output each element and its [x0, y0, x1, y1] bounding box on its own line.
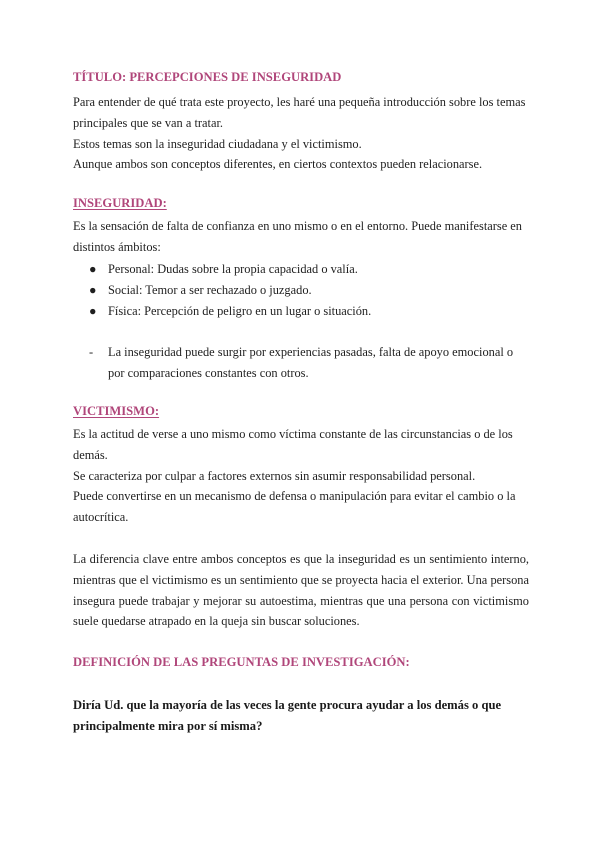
bullet-icon: ●	[89, 303, 97, 318]
victimismo-paragraph-3: Puede convertirse en un mecanismo de defensa o manipulación para evitar el cambio o la autocrítica.	[73, 489, 516, 525]
research-question-1: Diría Ud. que la mayoría de las veces la gente procura ayudar a los demás o que principalmente mira por sí misma?	[73, 698, 502, 733]
intro-section	[73, 92, 529, 175]
dash-marker: -	[89, 345, 94, 359]
intro-paragraph-3: Aunque ambos son conceptos diferentes, en ciertos contextos pueden relacionarse.	[73, 157, 483, 172]
intro-paragraph-2: Estos temas son la inseguridad ciudadana y el victimismo.	[73, 136, 362, 151]
bullet-icon: ●	[89, 282, 97, 297]
inseguridad-heading: INSEGURIDAD:	[73, 196, 167, 210]
victimismo-paragraph-1: Es la actitud de verse a uno mismo como víctima constante de las circunstancias o de los demás.	[73, 427, 513, 462]
document-title: TÍTULO: PERCEPCIONES DE INSEGURIDAD	[73, 70, 342, 84]
questions-heading: DEFINICIÓN DE LAS PREGUNTAS DE INVESTIGACIÓN:	[73, 655, 410, 669]
dash-item-text: La inseguridad puede surgir por experiencias pasadas, falta de apoyo emocional o por comparaciones constantes con otros.	[108, 345, 514, 380]
list-item: ● Social: Temor a ser rechazado o juzgado.	[89, 280, 529, 301]
victimismo-section	[73, 424, 529, 528]
victimismo-paragraph-2: Se caracteriza por culpar a factores externos sin asumir responsabilidad personal.	[73, 468, 476, 483]
inseguridad-definition: Es la sensación de falta de confianza en uno mismo o en el entorno. Puede manifestarse en distintos ámbitos:	[73, 219, 523, 254]
bullet-icon: ●	[89, 262, 97, 276]
intro-paragraph-1: Para entender de qué trata este proyecto, les haré una pequeña introducción sobre los temas principales que se van a tratar.	[73, 95, 526, 130]
victimismo-heading: VICTIMISMO:	[73, 404, 160, 418]
inseguridad-dash-item	[89, 342, 529, 384]
list-item: ● Personal: Dudas sobre la propia capacidad o valía.	[89, 259, 529, 280]
list-item: ● Física: Percepción de peligro en un lugar o situación.	[89, 301, 529, 322]
comparison-paragraph: La diferencia clave entre ambos conceptos es que la inseguridad es un sentimiento interno, mientras que el victimismo es un sentimiento que se proyecta hacia el exterior. Una persona insegura puede trabajar y mejorar su autoestima, mientras que una persona con victimismo suele quedarse atrapado en la queja sin buscar soluciones.	[73, 552, 529, 629]
inseguridad-bullet-list	[89, 259, 529, 321]
